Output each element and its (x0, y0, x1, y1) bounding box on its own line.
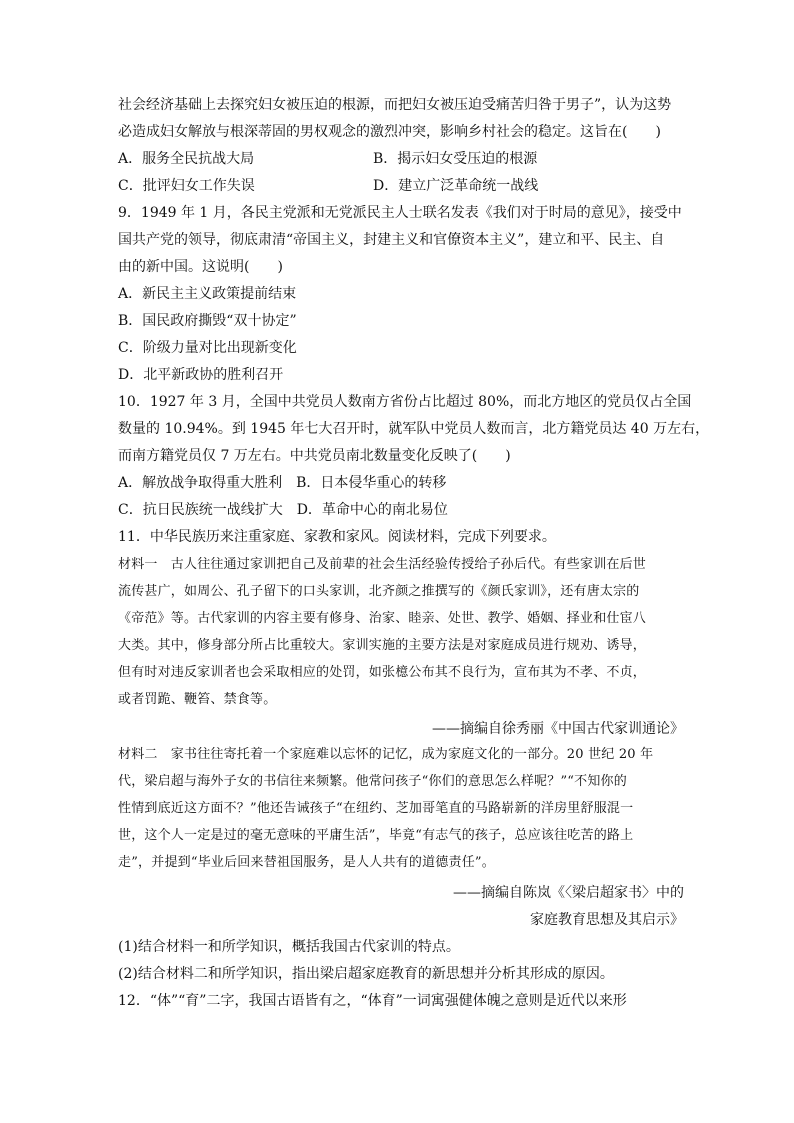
q9-line-1: 9．1949 年 1 月，各民主党派和无党派民主人士联名发表《我们对于时局的意见》，接受中 (118, 205, 682, 221)
material-1-line-2: 流传甚广，如周公、孔子留下的口头家训，北齐颜之推撰写的《颜氏家训》，还有唐太宗的 (118, 584, 640, 599)
q9-option-a: A．新民主主义政策提前结束 (118, 286, 297, 302)
material-2-line-1: 材料二 家书往往寄托着一个家庭难以忘怀的记忆，成为家庭文化的一部分。20 世纪 20 年 (118, 747, 654, 762)
material-1-label: 材料一 (118, 557, 158, 572)
material-1-line-3: 《帝范》等。古代家训的内容主要有修身、治家、睦亲、处世、教学、婚姻、择业和仕宦八 (118, 611, 647, 626)
q10-line-1: 10．1927 年 3 月，全国中共党员人数南方省份占比超过 80%，而北方地区的党员仅占全国 (118, 394, 692, 410)
material-2-source-line-2: 家庭教育思想及其启示》 (530, 912, 684, 928)
material-2-source-line-1: ——摘编自陈岚《〈梁启超家书〉中的 (453, 885, 684, 901)
q9-option-d: D．北平新政协的胜利召开 (118, 367, 284, 383)
q10-options-ab: A．解放战争取得重大胜利 B．日本侵华重心的转移 (118, 475, 447, 491)
material-2-label: 材料二 (118, 747, 158, 762)
q8-option-b: B．揭示妇女受压迫的根源 (373, 151, 538, 167)
material-2-line-4: 世，这个人一定是过的毫无意味的平庸生活”，毕竟“有志气的孩子，总应该往吃苦的路上 (118, 828, 634, 843)
material-1-line-4: 大类。其中，修身部分所占比重较大。家训实施的主要方法是对家庭成员进行规劝、诱导， (118, 638, 647, 653)
material-2-line-3: 性情到底近这方面不？”他还告诫孩子“在纽约、芝加哥笔直的马路崭新的洋房里舒服混一 (118, 801, 634, 816)
q8-options-row-2 (118, 173, 684, 199)
q8-option-c: C．批评妇女工作失误 (118, 178, 255, 194)
material-1-line-5: 但有时对违反家训者也会采取相应的处罚，如张檍公布其不良行为，宣布其为不孝、不贞， (118, 665, 647, 680)
q9-line-2: 国共产党的领导，彻底肃清“帝国主义，封建主义和官僚资本主义”，建立和平、民主、自 (118, 232, 665, 248)
material-2-line-5: 走”，并提到“毕业后回来替祖国服务，是人人共有的道德责任”。 (118, 855, 495, 870)
q11-requirement-2: (2)结合材料二和所学知识，指出梁启超家庭教育的新思想并分析其形成的原因。 (118, 966, 614, 982)
q8-option-d: D．建立广泛革命统一战线 (373, 178, 539, 194)
material-2-line-2: 代，梁启超与海外子女的书信往来频繁。他常问孩子“你们的意思怎么样呢？”“不知你的 (118, 774, 627, 789)
material-1-source: ——摘编自徐秀丽《中国古代家训通论》 (432, 721, 684, 737)
q9-line-3: 由的新中国。这说明( ) (118, 259, 283, 275)
q8-option-a: A．服务全民抗战大局 (118, 151, 255, 167)
q9-option-b: B．国民政府撕毁“双十协定” (118, 313, 297, 329)
material-1-line-6: 或者罚跪、鞭笞、禁食等。 (118, 692, 277, 707)
q8-options-row-1 (118, 146, 684, 172)
material-1-line-1: 材料一 古人往往通过家训把自己及前辈的社会生活经验传授给子孙后代。有些家训在后世 (118, 557, 647, 572)
q8-line-1: 社会经济基础上去探究妇女被压迫的根源，而把妇女被压迫受痛苦归咎于男子”，认为这势 (118, 97, 672, 113)
q11-stem: 11．中华民族历来注重家庭、家教和家风。阅读材料，完成下列要求。 (118, 529, 556, 545)
q10-line-3: 而南方籍党员仅 7 万左右。中共党员南北数量变化反映了( ) (118, 448, 511, 464)
q12-line-1: 12．“体”“育”二字，我国古语皆有之，“体育”一词寓强健体魄之意则是近代以来形 (118, 993, 627, 1009)
q10-options-cd: C．抗日民族统一战线扩大 D．革命中心的南北易位 (118, 502, 448, 518)
q8-line-2: 必造成妇女解放与根深蒂固的男权观念的激烈冲突，影响乡村社会的稳定。这旨在( ) (118, 124, 661, 140)
q11-requirement-1: (1)结合材料一和所学知识，概括我国古代家训的特点。 (118, 939, 460, 955)
q10-line-2: 数量的 10.94%。到 1945 年七大召开时，就军队中党员人数而言，北方籍党员达 40 万左右， (118, 421, 710, 437)
q9-option-c: C．阶级力量对比出现新变化 (118, 340, 297, 356)
